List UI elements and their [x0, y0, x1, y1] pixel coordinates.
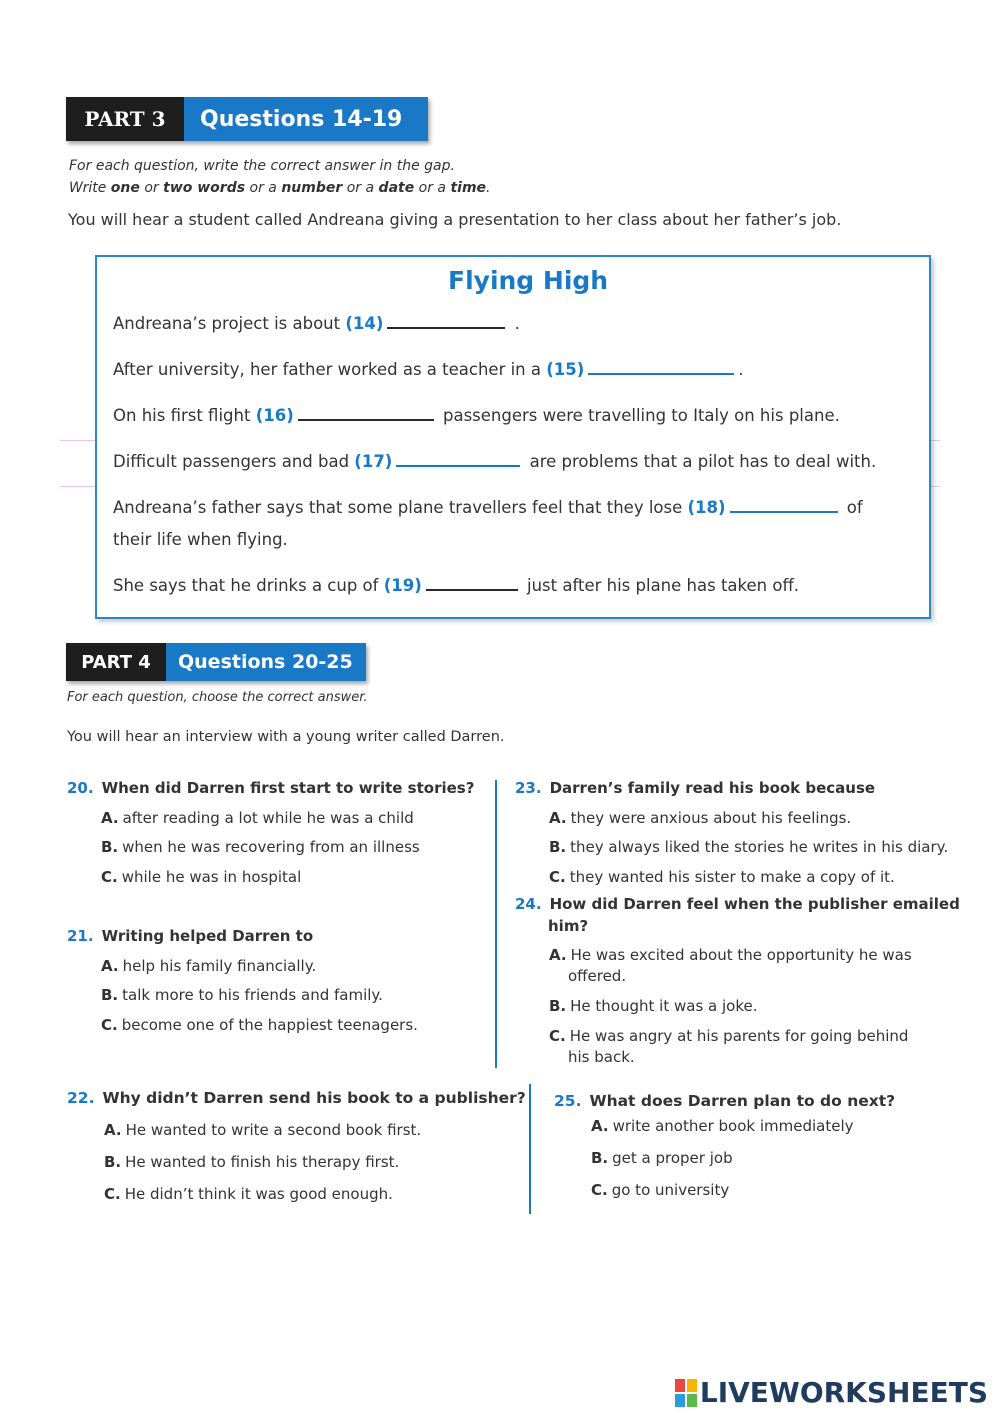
answer-blank-19[interactable] — [426, 588, 518, 591]
option-20c[interactable]: C. while he was in hospital — [101, 868, 302, 886]
answer-blank-17[interactable] — [396, 464, 520, 467]
box-title: Flying High — [448, 266, 609, 295]
part3-instruction-1: For each question, write the correct answer in the gap. — [69, 158, 455, 174]
option-24a[interactable]: A. He was excited about the opportunity he was — [549, 946, 912, 964]
gap-item-14: Andreana’s project is about (14) . — [113, 314, 520, 333]
option-21b[interactable]: B. talk more to his friends and family. — [101, 986, 383, 1004]
option-20a[interactable]: A. after reading a lot while he was a child — [101, 809, 414, 827]
part3-instruction-2: Write one or two words or a number or a date or a time. — [69, 180, 491, 196]
option-22c[interactable]: C. He didn’t think it was good enough. — [104, 1185, 393, 1203]
question-20: 20. When did Darren first start to write stories? — [67, 779, 475, 797]
part4-instruction: For each question, choose the correct answer. — [67, 690, 368, 705]
answer-blank-14[interactable] — [387, 326, 505, 329]
answer-blank-18[interactable] — [730, 510, 838, 513]
option-24c[interactable]: C. He was angry at his parents for going behind — [549, 1027, 909, 1045]
option-21a[interactable]: A. help his family financially. — [101, 957, 317, 975]
part3-questions-label: Questions 14-19 — [184, 97, 428, 141]
option-25c[interactable]: C. go to university — [591, 1181, 730, 1199]
column-divider — [529, 1084, 531, 1214]
liveworksheets-logo[interactable] — [675, 1376, 988, 1409]
part3-label: PART 3 — [66, 97, 184, 141]
part4-intro: You will hear an interview with a young writer called Darren. — [67, 729, 505, 745]
question-25: 25. What does Darren plan to do next? — [554, 1092, 896, 1110]
column-divider — [495, 780, 497, 1068]
question-23: 23. Darren’s family read his book because — [515, 779, 876, 797]
option-25a[interactable]: A. write another book immediately — [591, 1117, 854, 1135]
option-23b[interactable]: B. they always liked the stories he writes in his diary. — [549, 838, 949, 856]
question-22: 22. Why didn’t Darren send his book to a publisher? — [67, 1089, 526, 1107]
part4-header — [66, 643, 366, 681]
option-25b[interactable]: B. get a proper job — [591, 1149, 733, 1167]
option-24a-line2: offered. — [568, 967, 627, 985]
liveworksheets-logo-icon — [675, 1379, 697, 1407]
option-24b[interactable]: B. He thought it was a joke. — [549, 997, 758, 1015]
gap-item-16: On his first flight (16) passengers were travelling to Italy on his plane. — [113, 406, 840, 425]
option-24c-line2: his back. — [568, 1048, 635, 1066]
part3-header — [66, 97, 428, 141]
part3-intro: You will hear a student called Andreana giving a presentation to her class about her father’s job. — [68, 210, 842, 229]
option-23c[interactable]: C. they wanted his sister to make a copy of it. — [549, 868, 895, 886]
gap-item-19: She says that he drinks a cup of (19) just after his plane has taken off. — [113, 576, 800, 595]
part4-label: PART 4 — [66, 643, 166, 681]
question-21: 21. Writing helped Darren to — [67, 927, 314, 945]
gap-item-15: After university, her father worked as a teacher in a (15) . — [113, 360, 744, 379]
gap-item-18: Andreana’s father says that some plane travellers feel that they lose (18) of — [113, 498, 863, 517]
question-24: 24. How did Darren feel when the publisher emailed — [515, 895, 960, 913]
gap-item-17: Difficult passengers and bad (17) are problems that a pilot has to deal with. — [113, 452, 877, 471]
option-20b[interactable]: B. when he was recovering from an illness — [101, 838, 420, 856]
answer-blank-16[interactable] — [298, 418, 434, 421]
part4-questions-label: Questions 20-25 — [166, 643, 366, 681]
answer-blank-15[interactable] — [588, 372, 734, 375]
option-22b[interactable]: B. He wanted to finish his therapy first. — [104, 1153, 400, 1171]
question-24-line2: him? — [548, 917, 589, 935]
option-23a[interactable]: A. they were anxious about his feelings. — [549, 809, 852, 827]
option-21c[interactable]: C. become one of the happiest teenagers. — [101, 1016, 418, 1034]
option-22a[interactable]: A. He wanted to write a second book first. — [104, 1121, 422, 1139]
gap-item-18-line2: their life when flying. — [113, 530, 288, 549]
logo-text: LIVEWORKSHEETS — [699, 1376, 988, 1409]
flying-high-box — [95, 255, 931, 619]
